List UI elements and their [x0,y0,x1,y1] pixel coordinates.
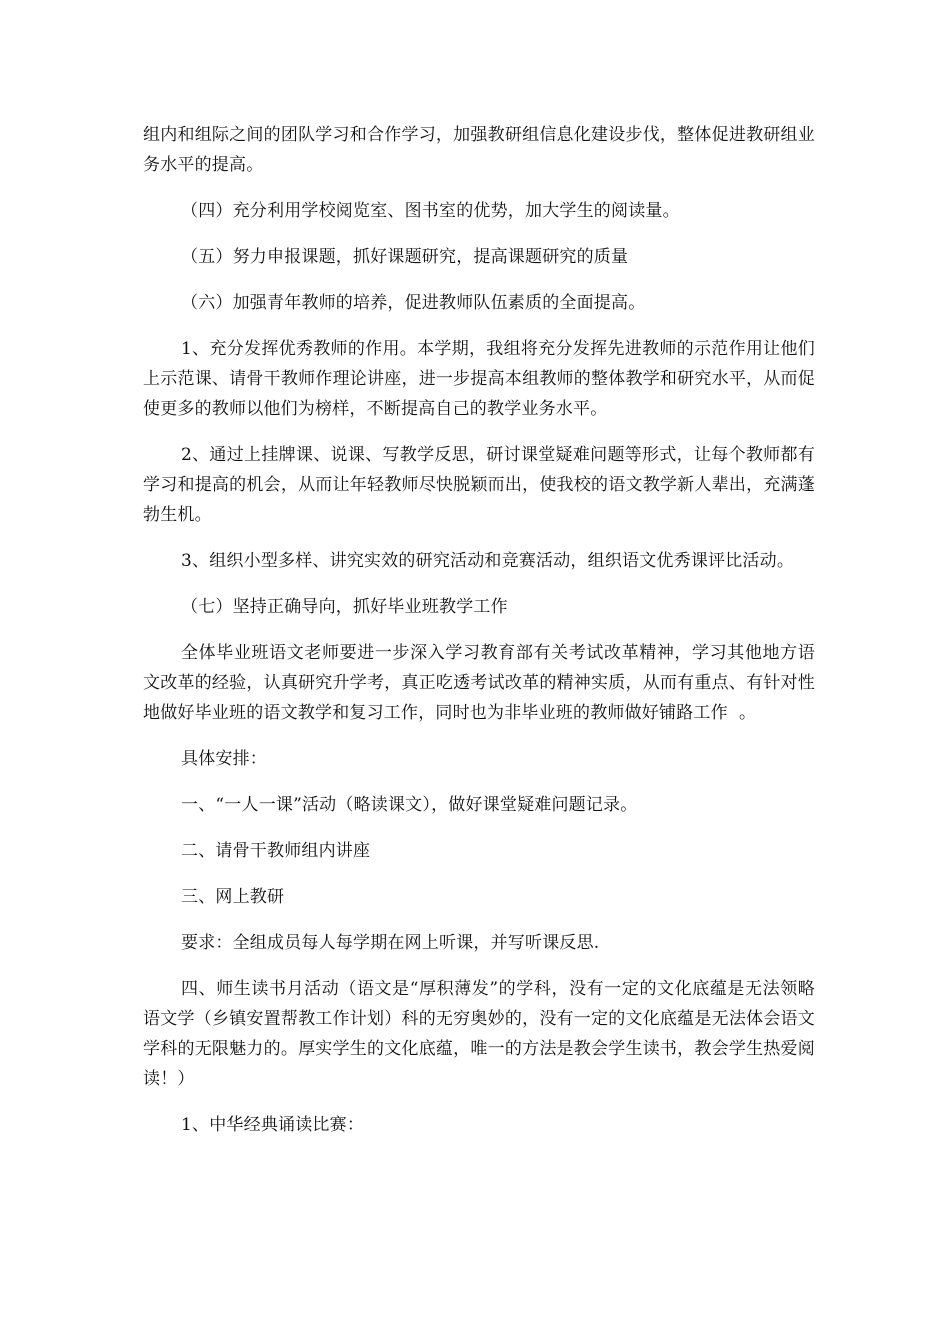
paragraph-requirement: 要求：全组成员每人每学期在网上听课，并写听课反思. [181,933,600,953]
paragraph-arrangement-2: 二、请骨干教师组内讲座 [181,841,371,861]
document-body [143,120,815,1156]
section-heading-7: （七）坚持正确导向，抓好毕业班教学工作 [181,597,508,617]
paragraph-continuation: 组内和组际之间的团队学习和合作学习，加强教研组信息化建设步伐，整体促进教研组业务水平的提高。 [143,125,815,175]
section-heading-4: （四）充分利用学校阅览室、图书室的优势，加大学生的阅读量。 [181,201,680,221]
paragraph-graduating-class: 全体毕业班语文老师要进一步深入学习教育部有关考试改革精神，学习其他地方语文改革的经验，认真研究升学考，真正吃透考试改革的精神实质，从而有重点、有针对性地做好毕业班的语文教学和复习工作，同时也为非毕业班的教师做好铺路工作 。 [143,643,815,723]
paragraph-item-2: 2、通过上挂牌课、说课、写教学反思，研讨课堂疑难问题等形式，让每个教师都有学习和提高的机会，从而让年轻教师尽快脱颖而出，使我校的语文教学新人辈出，充满蓬勃生机。 [143,445,815,525]
paragraph-arrangement-1: 一、“一人一课”活动（略读课文），做好课堂疑难问题记录。 [181,795,638,815]
section-heading-5: （五）努力申报课题，抓好课题研究，提高课题研究的质量 [181,247,629,267]
paragraph-item-1: 1、充分发挥优秀教师的作用。本学期，我组将充分发挥先进教师的示范作用让他们上示范课、请骨干教师作理论讲座，进一步提高本组教师的整体教学和研究水平，从而促使更多的教师以他们为榜样，不断提高自己的教学业务水平。 [143,339,815,419]
paragraph-arrangement-3: 三、网上教研 [181,887,285,907]
paragraph-item-3: 3、组织小型多样、讲究实效的研究活动和竞赛活动，组织语文优秀课评比活动。 [181,551,795,571]
paragraph-sub-item-1: 1、中华经典诵读比赛： [181,1115,365,1135]
section-heading-6: （六）加强青年教师的培养，促进教师队伍素质的全面提高。 [181,293,646,313]
paragraph-arrangement-4: 四、师生读书月活动（语文是“厚积薄发”的学科，没有一定的文化底蕴是无法领略语文学（乡镇安置帮教工作计划）科的无穷奥妙的，没有一定的文化底蕴是无法体会语文学科的无限魅力的。厚实学生的文化底蕴，唯一的方法是教会学生读书，教会学生热爱阅读！） [143,979,815,1089]
paragraph-arrangement-title: 具体安排： [181,749,267,769]
